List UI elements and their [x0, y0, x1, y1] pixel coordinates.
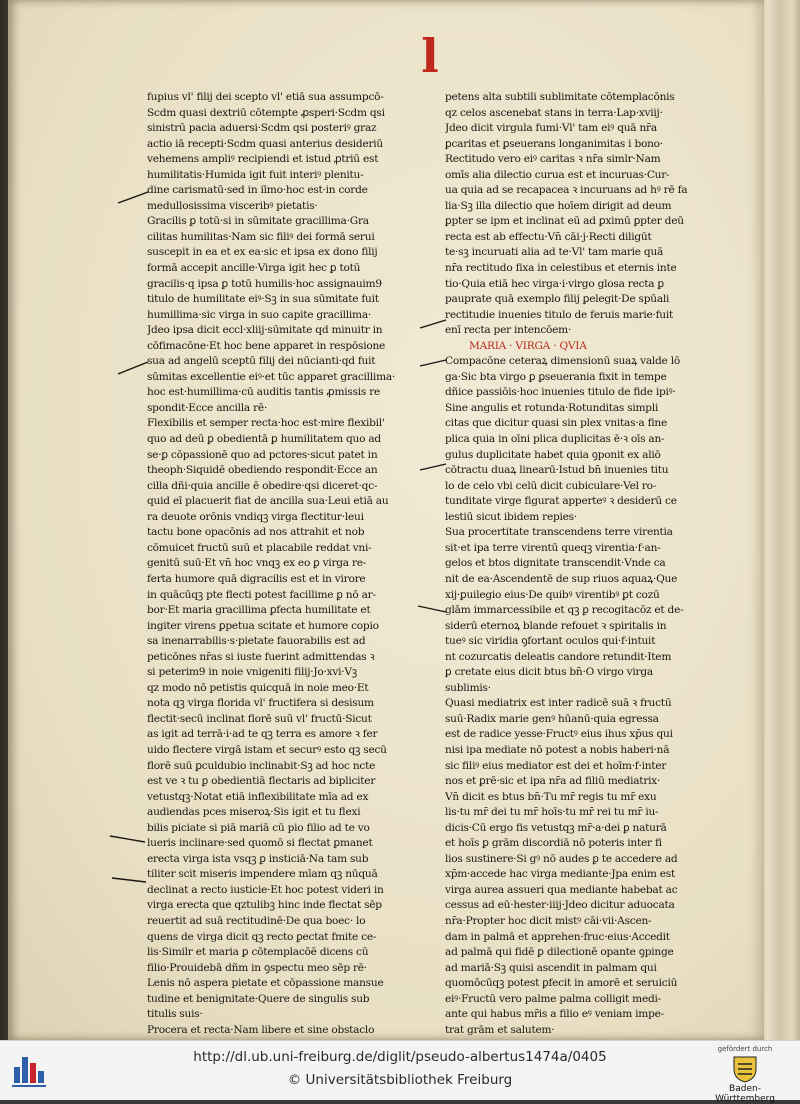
text-line: audiendas pces miseroꝝ·Sis igit et tu flexi: [147, 806, 361, 819]
folio-number: l: [421, 29, 439, 83]
text-line: vehemens ampliꝰ recipiendi et istud ꝓtriū est: [147, 153, 379, 166]
text-line: citas que dicitur quasi sin plex vnitas·a fine: [445, 417, 668, 430]
text-line: quomōcūqꝫ potest ꝑfecit in amorē et seruiciū: [445, 977, 678, 990]
text-line: spondit·Ecce ancilla rē·: [147, 401, 268, 414]
text-line: tueꝰ sic viridia ꝯfortant oculos qui·f·intuit: [445, 635, 656, 648]
text-line: trat grām et salutem·: [445, 1023, 555, 1036]
text-line: rectitudie inuenies titulo de feruis marie·fuit: [445, 308, 674, 321]
text-line: sa inenarrabilis·s·pietate fauorabilis est ad: [147, 635, 366, 648]
text-line: declinat a recto iusticie·Et hoc potest videri in: [147, 883, 384, 896]
text-line: lo de celo vbi celū dicit cubiculare·Vel ro-: [445, 479, 657, 492]
text-line: quo ad deū ꝑ obedientā ꝑ humilitatem quo ad: [147, 433, 381, 446]
text-line: plica quia in oīni plica duplicitas ē·ꝛ oīs an-: [445, 433, 665, 446]
text-line: dicis·Cū ergo fis vetustqꝫ mr̄·a·dei ꝑ naturā: [445, 821, 667, 834]
text-line: titulis suis·: [147, 1008, 203, 1021]
text-line: sublimis·: [445, 681, 491, 694]
text-line: Rectitudo vero eiꝰ caritas ꝛ nr̄a simlr·Nam: [445, 153, 661, 166]
text-line: est ve ꝛ tu ꝑ obedientiā flectaris ad bipliciter: [147, 775, 376, 788]
text-line: eiꝰ·Fructū vero palme palma colligit medi-: [445, 992, 661, 1005]
text-line: ꝑ cretate eius dicit btus bn̄·O virgo virga: [445, 666, 653, 679]
text-line: in quācūqꝫ pte flecti potest facillime ꝑ nō ar-: [147, 588, 376, 601]
text-line: ferta humore quā digracilis est et in virore: [147, 572, 366, 585]
text-line: ua quia ad se recapacea ꝛ incuruans ad hꝰ rē fa: [445, 184, 688, 197]
text-line: ꝑpter se ipm et inclinat eū ad ꝑximū ꝑpter deū: [445, 215, 684, 228]
text-line: gelos et btos dignitate transcendit·Vnde ca: [445, 557, 666, 570]
text-line: si peterim9 in noie vnigeniti filij·Jo·xvi·Vꝫ: [147, 666, 357, 679]
text-line: erecta virga ista vsqꝫ ꝑ insticiā·Na tam sub: [147, 852, 369, 865]
text-line: Sua procertitate transcendens terre virentia: [445, 526, 673, 539]
text-line: glām immarcessibile et qꝫ ꝑ recogitacōz et de-: [445, 604, 684, 617]
text-line: lis·tu mr̄ dei tu mr̄ hoīs·tu mr̄ rei tu mr̄ iu-: [445, 806, 659, 819]
text-line: Quasi mediatrix est inter radicē suā ꝛ fructū: [445, 697, 672, 710]
text-line: medullosissima visceribꝰ pietatis·: [147, 199, 318, 212]
text-line: ga·Sic bta virgo ꝑ ꝑseuerania fixit in tempe: [445, 370, 667, 383]
text-line: sinistrū pacia aduersi·Scdm qsi posteriꝰ graz: [147, 122, 377, 135]
text-line: nit de ea·Ascendentē de sup riuos aquaꝝ·Que: [445, 572, 678, 585]
baden-wuerttemberg-crest-icon: [732, 1055, 758, 1083]
text-line: as igit ad terrā·i·ad te qꝫ terra es amore ꝛ fer: [147, 728, 378, 741]
text-line: tiliter scit miseris impendere mīam qꝫ nūquā: [147, 868, 378, 881]
text-line: Compacōne ceteraꝝ dimensionū suaꝝ valde lō: [445, 355, 680, 368]
text-line: tudine et benignitate·Quere de singulis sub: [147, 992, 370, 1005]
text-line: nota qꝫ virga florida vl' fructifera si desisum: [147, 697, 374, 710]
text-line: ante qui habus mr̄is a filio eꝰ veniam impe-: [445, 1008, 664, 1021]
text-line: formā accepit ancille·Virga igit hec ꝑ totū: [147, 262, 361, 275]
text-line: MARIA · VIRGA · QVIA: [469, 339, 587, 352]
text-line: tactu bone opacōnis ad nos attrahit et nob: [147, 526, 365, 539]
text-line: titulo de humilitate eiꝰ·Sꝫ in sua sūmitate fuit: [147, 293, 379, 306]
sponsor-badge: [700, 1045, 790, 1104]
viewer-footer: [0, 1040, 800, 1104]
text-line: cilla dñi·quia ancille ē obedire·qsi diceret·qc-: [147, 479, 378, 492]
text-line: dam in palmā et apprehen·fruc·eius·Accedit: [445, 930, 670, 943]
text-line: Procera et recta·Nam libere et sine obstaclo: [147, 1023, 375, 1036]
text-line: humillima·sic virga in suo capite gracillima·: [147, 308, 372, 321]
text-line: filio·Prouidebā dñm in ꝯspectu meo sēp rē·: [147, 961, 367, 974]
text-line: fupius vl' filij dei scepto vl' etiā sua assumpcō-: [147, 91, 384, 103]
text-line: cōfimacōne·Et hoc bene apparet in respōsione: [147, 339, 386, 352]
text-line: florē suū ꝑculdubio inclinabit·Sꝫ ad hoc ncte: [147, 759, 376, 772]
text-line: virga erecta que qztulibꝫ hinc inde flectat sēp: [147, 899, 382, 912]
text-line: omīs alia dilectio curua est et incuruas·Cur-: [445, 168, 670, 181]
right-text-column: [445, 90, 695, 1038]
text-line: lia·Sꝫ illa dilectio que hoīem dirigit ad deum: [445, 199, 672, 212]
text-line: cessus ad eū·hester·iiij·Jdeo dicitur aduocata: [445, 899, 675, 912]
text-line: pauprate quā exemplo filij ꝑelegit·De spūali: [445, 293, 670, 306]
text-line: bor·Et maria gracillima ꝑfecta humilitate et: [147, 604, 371, 617]
text-line: te·sꝫ incuruati alia ad te·Vl' tam marie quā: [445, 246, 664, 259]
text-line: suscepit in ea et ex ea·sic et ipsa ex dono filij: [147, 246, 378, 259]
text-line: reuertit ad suā rectitudinē·De qua boec· lo: [147, 914, 366, 927]
text-line: gulus duplicitate habet quia ꝯponit ex aliō: [445, 448, 661, 461]
text-line: sūmitas excellentie eiꝰ·et tūc apparet gracillima·: [147, 370, 396, 383]
text-line: enī recta per intencōem·: [445, 324, 572, 337]
text-line: Vn̄ dicit es btus bn̄·Tu mr̄ regis tu mr̄ exu: [445, 790, 657, 803]
text-line: nt cozurcatis deleatis candore retundit·Item: [445, 650, 672, 663]
text-line: gracilis·q ipsa ꝑ totū humilis·hoc assignauim9: [147, 277, 382, 290]
text-line: bilis piciate si piā mariā cū pio filio ad te vo: [147, 821, 370, 834]
text-line: nisi ipa mediate nō potest a nobis haberi·nā: [445, 743, 670, 756]
text-line: sua ad angelū sceptū filij dei nūcianti·qd fuit: [147, 355, 376, 368]
text-line: dine carismatū·sed in iīmo·hoc est·in corde: [147, 184, 368, 197]
text-line: ꝑcaritas et ꝑseuerans longanimitas i bono·: [445, 137, 663, 150]
text-line: ingiter virens ꝑpetua scitate et humore copio: [147, 619, 379, 632]
text-line: qz celos ascenebat stans in terra·Lap·xviij·: [445, 106, 663, 119]
next-page-edge: [762, 0, 800, 1040]
copyright-text: © Universitätsbibliothek Freiburg: [287, 1072, 513, 1088]
text-line: actio iā recepti·Scdm quasi anterius desideriū: [147, 137, 383, 150]
left-text-column: [147, 90, 397, 1038]
text-line: theoph·Siquidē obediendo respondit·Ecce an: [147, 464, 378, 477]
text-line: cilitas humilitas·Nam sic filiꝰ dei formā serui: [147, 230, 375, 243]
text-line: se·ꝑ cōpassionē quo ad pctores·sicut patet in: [147, 448, 378, 461]
text-line: peticōnes nr̄as si iuste fuerint admittendas ꝛ: [147, 650, 375, 663]
page-url-link[interactable]: http://dl.ub.uni-freiburg.de/diglit/pseudo-albertus1474a/0405: [193, 1049, 607, 1065]
text-line: nos et ꝑrē·sic et ipa nr̄a ad filiū mediatrix·: [445, 775, 661, 788]
text-line: Flexibilis et semper recta·hoc est·mire flexibil': [147, 417, 385, 430]
text-line: recta est ab effectu·Vn̄ cāi·j·Recti diligūt: [445, 230, 652, 243]
text-line: siderū eternoꝝ blande refouet ꝛ spiritalis in: [445, 619, 667, 632]
text-line: lueris inclinare·sed quomō si flectat ꝑmanet: [147, 837, 373, 850]
text-line: genitū suū·Et vn̄ hoc vnqꝫ ex eo ꝑ virga re-: [147, 557, 367, 570]
text-line: dñice passiōis·hoc inuenies titulo de fide ipiꝰ·: [445, 386, 676, 399]
text-line: cōmuicet fructū suū et placabile reddat vni-: [147, 541, 372, 554]
sponsor-name: Baden-Württemberg: [715, 1084, 775, 1104]
text-line: ra deuote orōnis vndiqꝫ virga flectitur·leui: [147, 510, 364, 523]
text-line: Scdm quasi dextriū cōtempte ꝓsperi·Scdm qsi: [147, 106, 385, 119]
text-line: et hoīs ꝑ grām discordiā nō poteris inter fi: [445, 837, 662, 850]
text-line: quens de virga dicit qꝫ recto ꝑectat fmite ce-: [147, 930, 377, 943]
text-line: sit·et ipa terre virentū queqꝫ virentia·f·an-: [445, 541, 661, 554]
text-line: lestiū sicut ibidem repies·: [445, 510, 577, 523]
text-line: xp̄m·accede hac virga mediante·Jpa enim est: [445, 868, 675, 881]
text-line: sic filiꝰ eius mediator est dei et hoīm·f·inter: [445, 759, 667, 772]
text-line: Gracilis ꝑ totū·si in sūmitate gracillima·Gra: [147, 215, 369, 228]
text-line: hoc est·humillima·cū auditis tantis ꝓmissis re: [147, 386, 381, 399]
text-line: ad mariā·Sꝫ quisi ascendit in palmam qui: [445, 961, 657, 974]
text-line: nr̄a·Propter hoc dicit mistꝰ cāi·vii·Ascen-: [445, 914, 652, 927]
text-line: quid eī placuerit fiat de ancilla sua·Leui etiā au: [147, 495, 389, 508]
text-line: est de radice yesse·Fructꝰ eius ihus xp̄us qui: [445, 728, 673, 741]
text-line: xij·ꝑuilegio eius·De quibꝰ virentibꝰ ꝑt cozū: [445, 588, 660, 601]
text-line: tio·Quia etiā hec virga·i·virgo glosa recta ꝑ: [445, 277, 664, 290]
text-line: Lenis nō aspera pietate et cōpassione mansue: [147, 977, 384, 990]
text-line: humilitatis·Humida igit fuit interiꝰ plenitu-: [147, 168, 364, 181]
text-line: nr̄a rectitudo fixa in celestibus et eternis inte: [445, 262, 677, 275]
text-line: uido flectere virgā istam et securꝰ esto qꝫ secū: [147, 743, 387, 756]
text-line: lios sustinere·Si gꝰ nō audes ꝑ te accedere ad: [445, 852, 678, 865]
text-line: lis·Similr et maria ꝑ cōtemplacōē dicens cū: [147, 946, 369, 959]
text-line: vetustqꝫ·Notat etiā inflexibilitate mīa ad ex: [147, 790, 369, 803]
text-line: petens alta subtili sublimitate cōtemplacōnis: [445, 91, 675, 103]
sponsor-caption: gefördert durch: [717, 1045, 773, 1053]
text-line: Jdeo dicit virgula fumi·Vl' tam eiꝰ quā nr̄a: [445, 122, 657, 135]
text-line: cōtractu duaꝝ linearū·Istud bn̄ inuenies titu: [445, 464, 669, 477]
text-line: Sine angulis et rotunda·Rotunditas simpli: [445, 401, 659, 414]
text-line: Jdeo ipsa dicit eccl·xliij·sūmitate qd minuitr in: [147, 324, 383, 337]
text-line: ad palmā qui fidē ꝑ dilectionē opante ꝯpinge: [445, 946, 674, 959]
text-line: tunditate virge figurat apperteꝰ ꝛ desiderū ce: [445, 495, 677, 508]
text-line: flectit·secū inclinat florē suū vl' fructū·Sicut: [147, 712, 372, 725]
text-line: suū·Radix marie genꝰ hūanū·quia egressa: [445, 712, 659, 725]
text-line: qz modo nō petistis quicquā in noie meo·Et: [147, 681, 369, 694]
text-line: virga aurea assueri qua mediante habebat ac: [445, 883, 678, 896]
